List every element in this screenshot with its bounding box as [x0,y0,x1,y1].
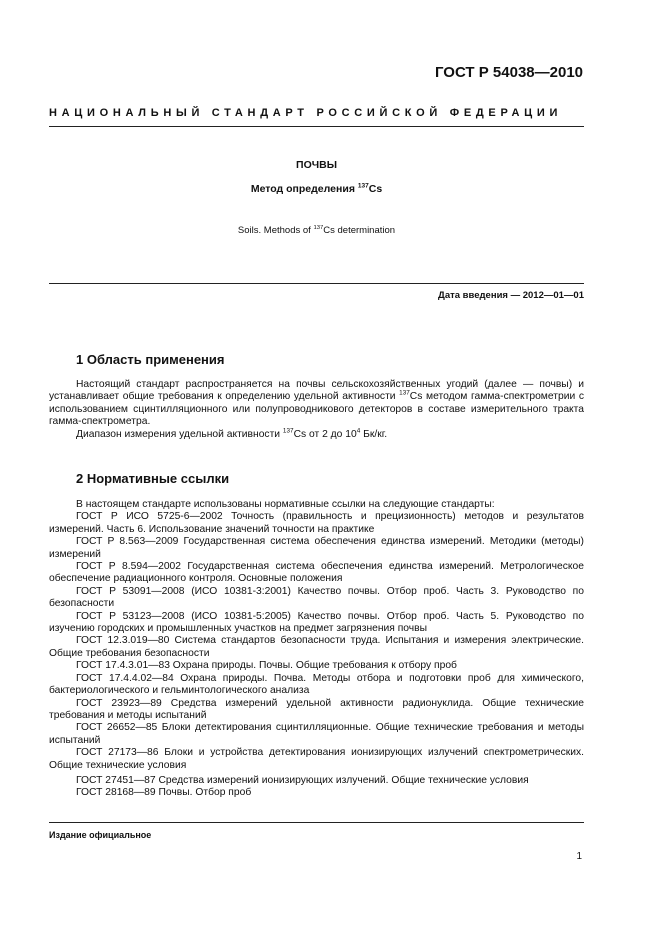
footer-divider [49,822,584,823]
reference-item: ГОСТ 12.3.019—80 Система стандартов безопасности труда. Испытания и измерения электрические. Общие требования безопасности [49,635,584,659]
national-standard-heading: НАЦИОНАЛЬНЫЙ СТАНДАРТ РОССИЙСКОЙ ФЕДЕРАЦИИ [49,107,563,119]
reference-item: ГОСТ 17.4.3.01—83 Охрана природы. Почвы. Общие требования к отбору проб [76,660,457,672]
standard-subtitle [49,183,584,195]
reference-item: ГОСТ Р ИСО 5725-6—2002 Точность (правильность и прецизионность) методов и результатов измерений. Часть 6. Использование значений точности на практике [49,511,584,535]
standard-title: ПОЧВЫ [296,159,337,171]
introduction-date: Дата введения — 2012—01—01 [438,290,584,301]
reference-item: ГОСТ Р 53123—2008 (ИСО 10381-5:2005) Качество почвы. Отбор проб. Часть 5. Руководство по изучению городских и промышленных участков на предмет загрязнения почвы [49,610,584,635]
header-divider [49,126,584,127]
reference-item: ГОСТ 27451—87 Средства измерений ионизирующих излучений. Общие технические условия [76,774,529,786]
subtitle-text: Метод определения [250,183,355,195]
section-1-body [49,379,584,441]
reference-item: ГОСТ Р 8.563—2009 Государственная система обеспечения единства измерений. Методики (методы) измерений [49,536,584,560]
scope-paragraph: Настоящий стандарт распространяется на почвы сельскохозяйственных угодий (далее — почвы) и устанавливает общие требования к определению удельной активности $^{137}$Cs методом гамма-спектрометрии с использованием сцинтилляционного или полупроводникового детекторов в составе измерительного тракта гамма-спектрометра. [49,379,584,428]
english-title [49,225,584,236]
section-1-heading: 1 Область применения [76,352,225,367]
document-code: ГОСТ Р 54038—2010 [434,64,583,81]
reference-item: ГОСТ Р 53091—2008 (ИСО 10381-3:2001) Качество почвы. Отбор проб. Часть 3. Руководство по безопасности [49,585,584,610]
reference-item: ГОСТ 23923—89 Средства измерений удельной активности радионуклида. Общие технические требования и методы испытаний [49,697,584,721]
reference-item: ГОСТ 26652—85 Блоки детектирования сцинтилляционные. Общие технические требования и методы испытаний [49,722,584,746]
page-number: 1 [576,851,582,862]
reference-item: ГОСТ 28168—89 Почвы. Отбор проб [76,787,252,799]
reference-item: ГОСТ Р 8.594—2002 Государственная система обеспечения единства измерений. Метрологическое обеспечение радиационного контроля. Основные положения [49,561,584,585]
english-title-prefix: Soils. Methods of [237,225,311,236]
section-2-heading: 2 Нормативные ссылки [76,471,230,486]
title-divider [49,283,584,284]
edition-label: Издание официальное [49,830,152,840]
section-2-body [49,499,584,800]
english-isotope-mass: 137 [313,224,324,231]
subtitle-isotope-symbol: Cs [368,183,383,195]
reference-item: ГОСТ 17.4.4.02—84 Охрана природы. Почва. Методы отбора и подготовки проб для химического, бактериологического и гельминтологического анализа [49,672,584,697]
reference-item: ГОСТ 27173—86 Блоки и устройства детектирования ионизирующих излучений спектрометрических. Общие технические условия [49,747,584,771]
english-title-suffix: Cs determination [323,225,396,236]
subtitle-isotope-mass: 137 [357,182,369,190]
references-intro: В настоящем стандарте использованы нормативные ссылки на следующие стандарты: [76,499,495,510]
range-paragraph: Диапазон измерения удельной активности $^{137}$Cs от 2 до $10^4$ Бк/кг. [76,427,388,440]
